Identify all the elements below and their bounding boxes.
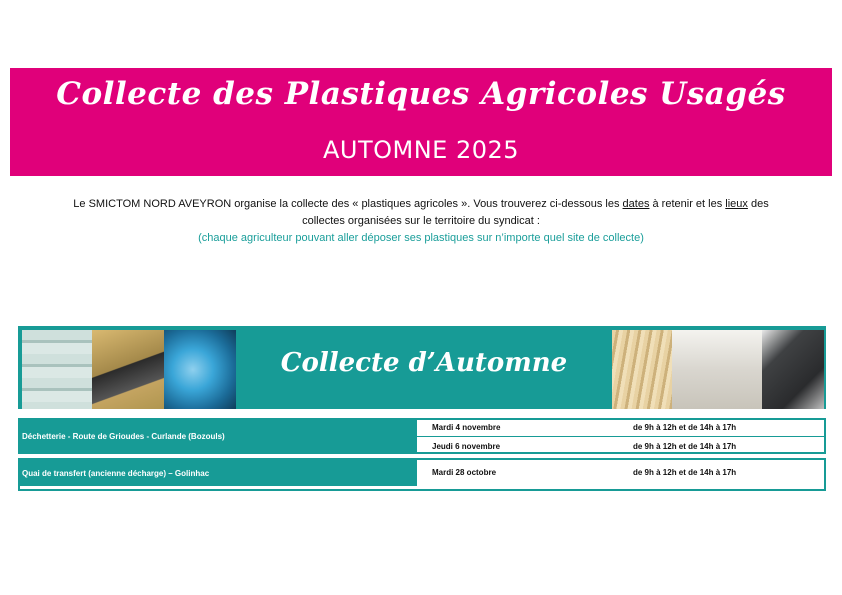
page-title: Collecte des Plastiques Agricoles Usagés xyxy=(56,76,786,112)
dates-word: dates xyxy=(622,198,650,210)
header-banner xyxy=(10,68,832,176)
intro-line-2: collectes organisées sur le territoire du syndicat : xyxy=(302,215,540,227)
site-block xyxy=(18,458,826,491)
intro-note: (chaque agriculteur pouvant aller déposer ses plastiques sur n’importe quel site de collecte) xyxy=(198,232,644,244)
section-title: Collecte d’Automne xyxy=(280,348,568,378)
straw-photo xyxy=(612,330,672,409)
intro-line-1 xyxy=(20,196,822,213)
collection-hours: de 9h à 12h et de 14h à 17h xyxy=(633,468,737,477)
collection-date: Jeudi 6 novembre xyxy=(432,442,501,451)
collection-date: Mardi 28 octobre xyxy=(432,468,497,477)
collection-date: Mardi 4 novembre xyxy=(432,423,501,432)
collection-hours: de 9h à 12h et de 14h à 17h xyxy=(633,423,737,432)
section-banner xyxy=(18,326,826,409)
row-divider xyxy=(417,436,824,437)
bag-photo xyxy=(762,330,824,409)
intro-part-1: Le SMICTOM NORD AVEYRON organise la collecte des « plastiques agricoles ». Vous trouverez ci-dessous les xyxy=(73,198,623,210)
bale-photo xyxy=(22,330,92,409)
site-name: Quai de transfert (ancienne décharge) – Golinhac xyxy=(20,460,417,486)
twine-photo xyxy=(164,330,236,409)
site-block xyxy=(18,418,826,454)
lieux-word: lieux xyxy=(725,198,748,210)
page-subtitle: AUTOMNE 2025 xyxy=(322,136,520,164)
silage-photo xyxy=(92,330,164,409)
intro-text xyxy=(20,196,822,247)
intro-part-3: des xyxy=(747,198,769,210)
intro-part-2: à retenir et les xyxy=(649,198,726,210)
site-name: Déchetterie - Route de Grioudes - Curlande (Bozouls) xyxy=(20,420,417,452)
collection-hours: de 9h à 12h et de 14h à 17h xyxy=(633,442,737,451)
sacks-photo xyxy=(672,330,762,409)
